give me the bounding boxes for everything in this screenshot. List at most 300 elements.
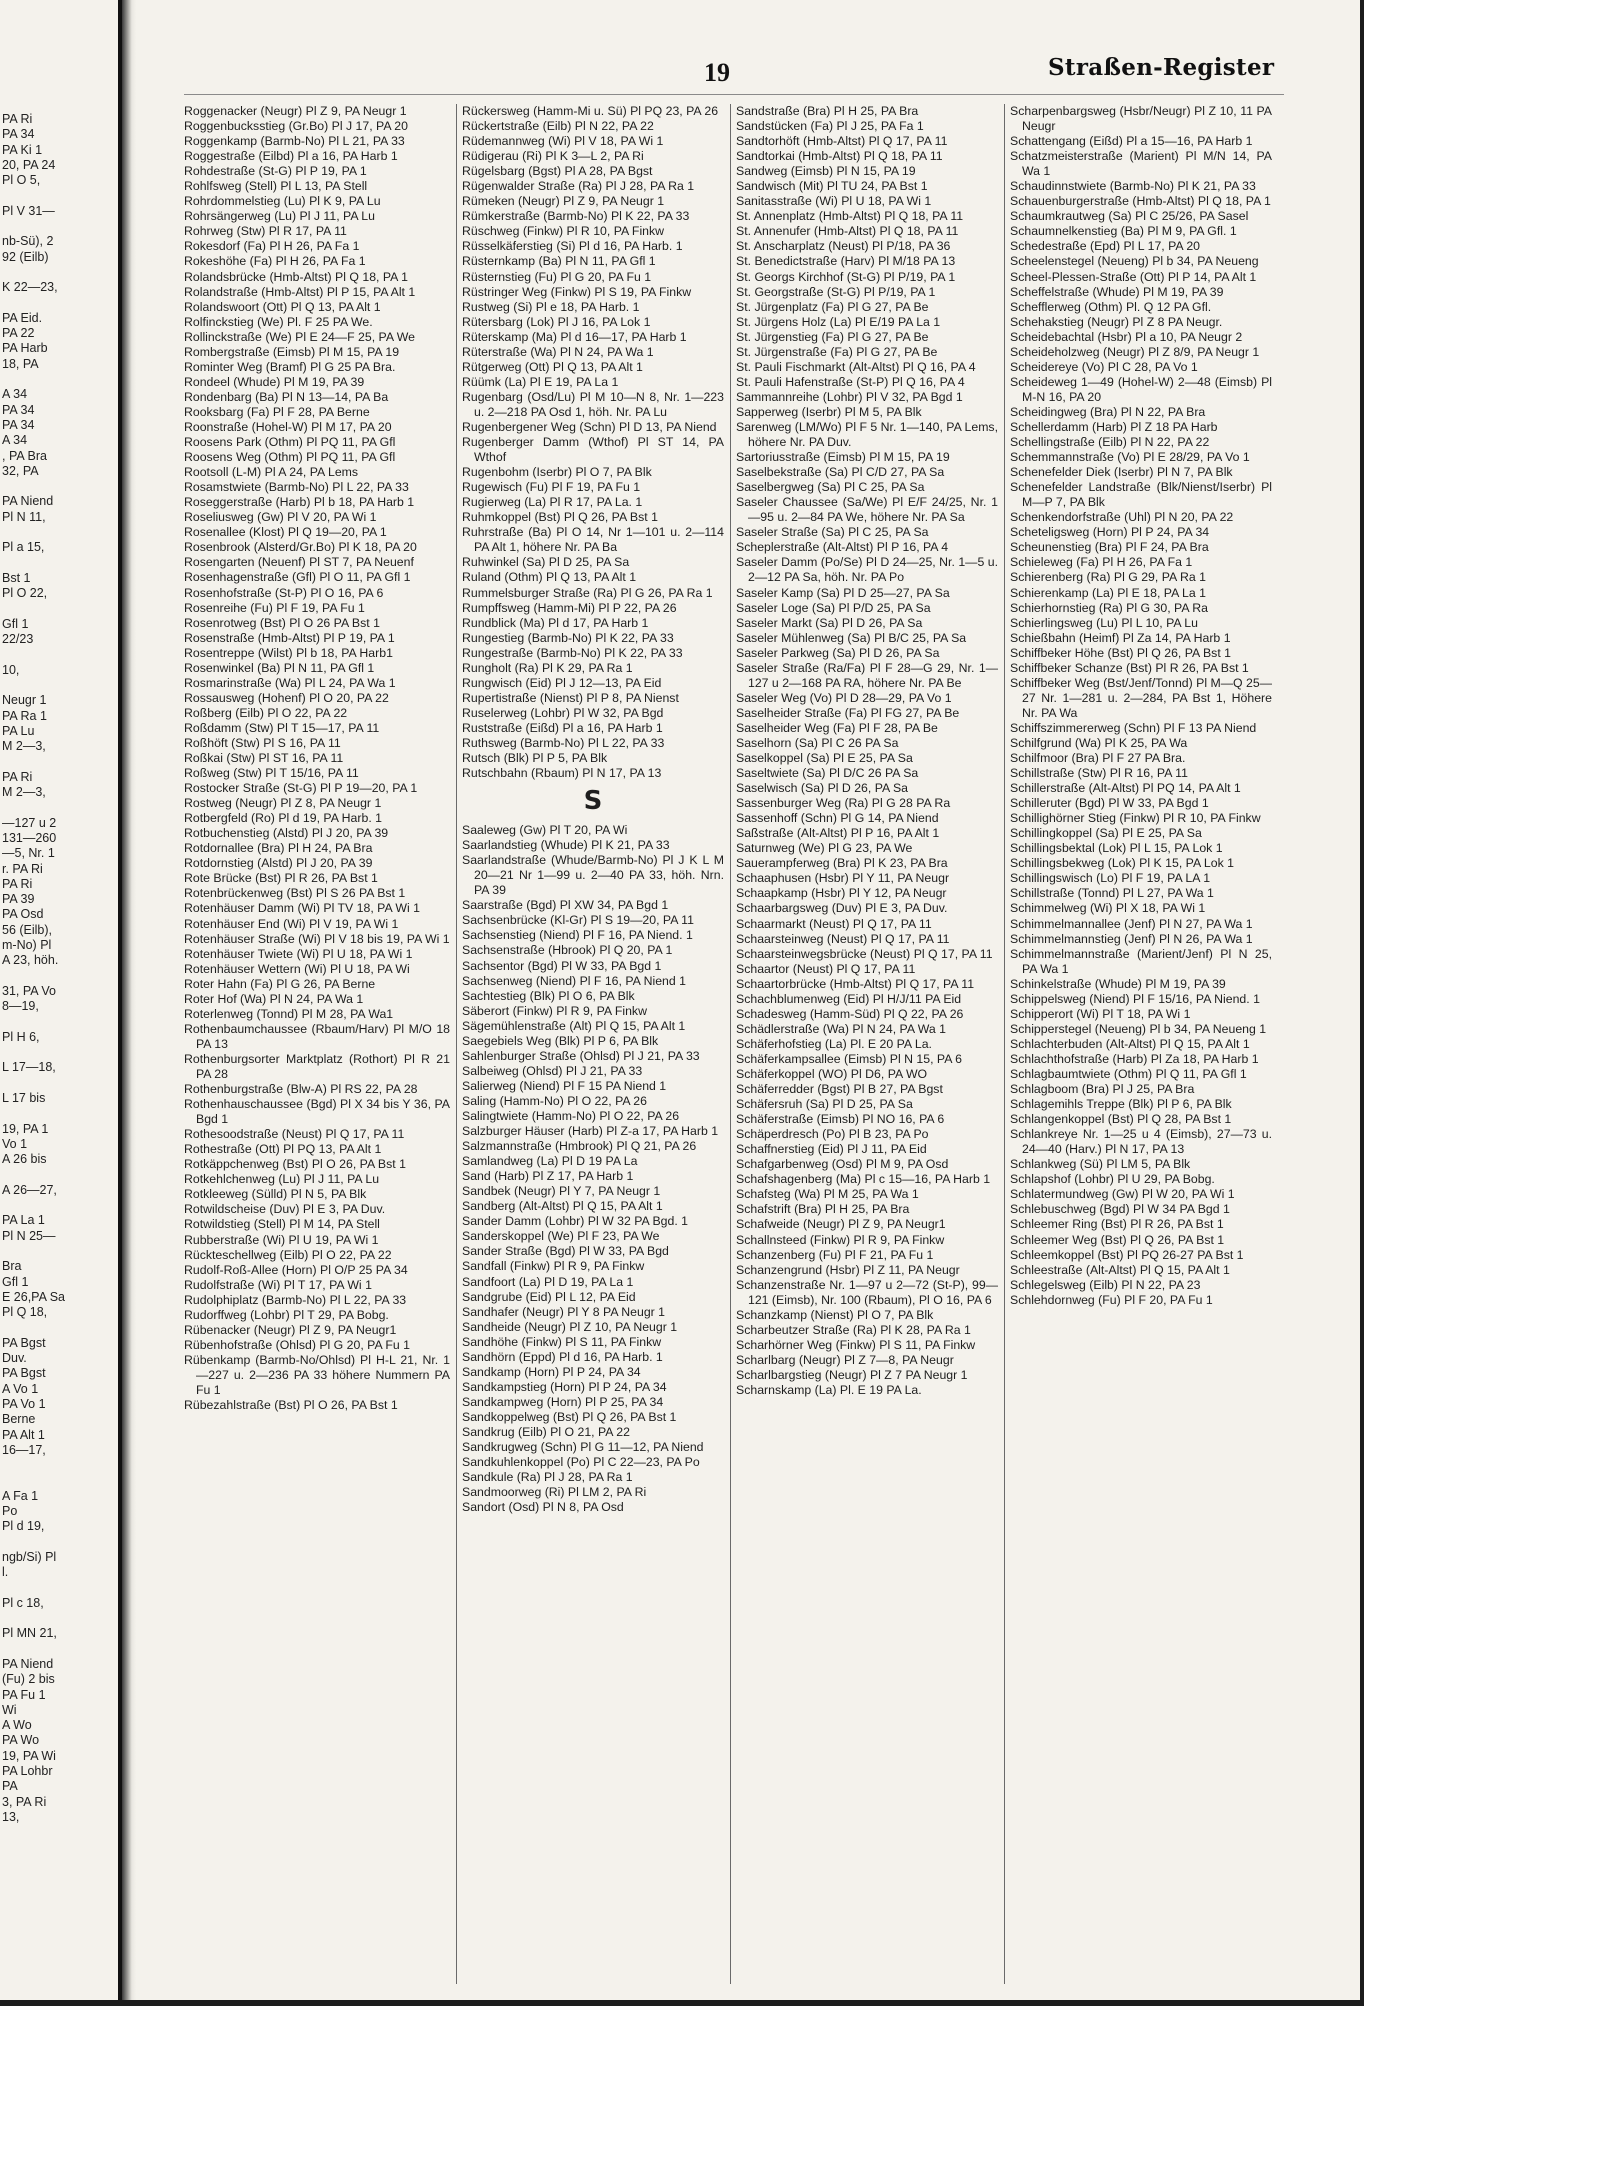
street-entry: Saseler Kamp (Sa) Pl D 25—27, PA Sa bbox=[736, 585, 950, 600]
facing-page-line bbox=[0, 647, 124, 662]
street-entry: Rosenrotweg (Bst) Pl O 26 PA Bst 1 bbox=[184, 615, 380, 630]
street-entry: Schellerdamm (Harb) Pl Z 18 PA Harb bbox=[1010, 419, 1218, 434]
street-entry: Schedestraße (Epd) Pl L 17, PA 20 bbox=[1010, 239, 1201, 254]
street-entry: Sandkoppelweg (Bst) Pl Q 26, PA Bst 1 bbox=[462, 1409, 677, 1424]
facing-page-line bbox=[0, 678, 124, 693]
facing-page-line: PA Osd bbox=[2, 907, 44, 922]
street-entry: Saselheider Weg (Fa) Pl F 28, PA Be bbox=[736, 720, 938, 735]
street-entry: Rungestraße (Barmb-No) Pl K 22, PA 33 bbox=[462, 645, 683, 660]
street-entry: Saselhorn (Sa) Pl C 26 PA Sa bbox=[736, 735, 899, 750]
street-entry: Schäferstraße (Eimsb) Pl NO 16, PA 6 bbox=[736, 1112, 945, 1127]
street-entry: Schillstraße (Tonnd) Pl L 27, PA Wa 1 bbox=[1010, 886, 1214, 901]
street-entry: Schehakstieg (Neugr) Pl Z 8 PA Neugr. bbox=[1010, 314, 1223, 329]
facing-page-line: Pl N 11, bbox=[2, 509, 46, 524]
street-entry: Schadesweg (Hamm-Süd) Pl Q 22, PA 26 bbox=[736, 1006, 964, 1021]
street-entry: Rugenbohm (Iserbr) Pl O 7, PA Blk bbox=[462, 465, 652, 480]
street-entry: Rothenburgstraße (Blw-A) Pl RS 22, PA 28 bbox=[184, 1082, 418, 1097]
facing-page-line bbox=[0, 1535, 124, 1550]
street-entry: Schlebuschweg (Bgd) Pl W 34 PA Bgd 1 bbox=[1010, 1202, 1230, 1217]
street-entry: Roßberg (Eilb) Pl O 22, PA 22 bbox=[184, 705, 348, 720]
facing-page-line: A 23, höh. bbox=[2, 953, 59, 968]
street-entry: St. Pauli Hafenstraße (St-P) Pl Q 16, PA 4 bbox=[736, 374, 965, 389]
street-entry: Rotbergfeld (Ro) Pl d 19, PA Harb. 1 bbox=[184, 811, 382, 826]
street-entry: Rosamstwiete (Barmb-No) Pl L 22, PA 33 bbox=[184, 480, 409, 495]
facing-page-line: PA Niend bbox=[2, 1656, 54, 1671]
street-entry: Rüsselkäferstieg (Si) Pl d 16, PA Harb. 1 bbox=[462, 239, 683, 254]
street-entry: Schlagbaumtwiete (Othm) Pl Q 11, PA Gfl 1 bbox=[1010, 1067, 1247, 1081]
page-number: 19 bbox=[704, 58, 730, 87]
street-entry: Schäferkampsallee (Eimsb) Pl N 15, PA 6 bbox=[736, 1051, 962, 1066]
street-entry: Rootsoll (L-M) Pl A 24, PA Lems bbox=[184, 465, 359, 480]
street-entry: Rüdigerau (Ri) Pl K 3—L 2, PA Ri bbox=[462, 149, 644, 164]
gutter-line bbox=[118, 0, 122, 2006]
street-entry: Rohrweg (Stw) Pl R 17, PA 11 bbox=[184, 224, 347, 239]
street-entry: Rübenkamp (Barmb-No/Ohlsd) Pl H-L 21, Nr. 1—227 u. 2—236 PA 33 höhere Nummern PA Fu 1 bbox=[184, 1352, 450, 1397]
street-entry: Rubberstraße (Wi) Pl U 19, PA Wi 1 bbox=[184, 1232, 379, 1247]
street-entry: Roßweg (Stw) Pl T 15/16, PA 11 bbox=[184, 766, 359, 781]
street-entry: Scheteligsweg (Horn) Pl P 24, PA 34 bbox=[1010, 525, 1210, 540]
facing-page-line: PA Lu bbox=[2, 723, 35, 738]
street-entry: Schaartorbrücke (Hmb-Altst) Pl Q 17, PA 11 bbox=[736, 976, 975, 991]
street-entry: Rugenbergener Weg (Schn) Pl D 13, PA Niend bbox=[462, 419, 717, 434]
facing-page-line bbox=[0, 372, 124, 387]
street-entry: Roseggerstraße (Harb) Pl b 18, PA Harb 1 bbox=[184, 495, 415, 510]
street-entry: Rondeel (Whude) Pl M 19, PA 39 bbox=[184, 374, 365, 389]
street-entry: Rolandswoort (Ott) Pl Q 13, PA Alt 1 bbox=[184, 299, 381, 314]
facing-page-line: PA bbox=[2, 1779, 18, 1794]
street-entry: Ruland (Othm) Pl Q 13, PA Alt 1 bbox=[462, 570, 637, 585]
street-entry: Sanitasstraße (Wi) Pl U 18, PA Wi 1 bbox=[736, 194, 932, 209]
facing-page-line: 32, PA bbox=[2, 463, 39, 478]
street-entry: Rollinckstraße (We) Pl E 24—F 25, PA We bbox=[184, 329, 415, 344]
facing-page-line: PA 34 bbox=[2, 127, 35, 142]
facing-page-line: 10, bbox=[2, 662, 20, 677]
facing-page-line bbox=[0, 1642, 124, 1657]
facing-page-line bbox=[0, 1244, 124, 1259]
street-entry: Schäferkoppel (WO) Pl D6, PA WO bbox=[736, 1067, 928, 1081]
facing-page-line: PA Bgst bbox=[2, 1366, 46, 1381]
street-entry: Schenefelder Landstraße (Blk/Nienst/Iserbr) Pl M—P 7, PA Blk bbox=[1010, 480, 1272, 510]
street-entry: Rüsternstieg (Fu) Pl G 20, PA Fu 1 bbox=[462, 269, 652, 284]
street-entry: Schinkelstraße (Whude) Pl M 19, PA 39 bbox=[1010, 976, 1226, 991]
street-entry: Sandheide (Neugr) Pl Z 10, PA Neugr 1 bbox=[462, 1319, 678, 1334]
facing-page-line: Po bbox=[2, 1504, 18, 1519]
street-entry: Schaumkrautweg (Sa) Pl C 25/26, PA Sasel bbox=[1010, 209, 1249, 224]
street-entry: Rotdornstieg (Alstd) Pl J 20, PA 39 bbox=[184, 856, 373, 871]
street-entry: Scheffelstraße (Whude) Pl M 19, PA 39 bbox=[1010, 284, 1224, 299]
street-entry: Schillingswisch (Lo) Pl F 19, PA LA 1 bbox=[1010, 871, 1211, 886]
street-entry: Scharlbarg (Neugr) Pl Z 7—8, PA Neugr bbox=[736, 1352, 954, 1367]
street-entry: Schenefelder Diek (Iserbr) Pl N 7, PA Blk bbox=[1010, 465, 1233, 480]
street-entry: Roterlenweg (Tonnd) Pl M 28, PA Wa1 bbox=[184, 1006, 394, 1021]
street-entry: Schillingsbekweg (Lok) Pl K 15, PA Lok 1 bbox=[1010, 856, 1234, 871]
street-entry: Roggenacker (Neugr) Pl Z 9, PA Neugr 1 bbox=[184, 104, 407, 118]
street-entry: Rudolfstraße (Wi) Pl T 17, PA Wi 1 bbox=[184, 1277, 372, 1292]
street-entry: Rosenhagenstraße (Gfl) Pl O 11, PA Gfl 1 bbox=[184, 570, 411, 585]
facing-page-line: Vo 1 bbox=[2, 1136, 28, 1151]
facing-page-line: L 17 bis bbox=[2, 1091, 46, 1105]
street-entry: Saselbergweg (Sa) Pl C 25, PA Sa bbox=[736, 480, 925, 495]
street-entry: Schlangenkoppel (Bst) Pl Q 28, PA Bst 1 bbox=[1010, 1112, 1232, 1127]
facing-page-line bbox=[0, 754, 124, 769]
scan-margin bbox=[0, 2006, 1600, 2177]
facing-page-line: ngb/Si) Pl bbox=[2, 1549, 57, 1564]
street-entry: Rominter Weg (Bramf) Pl G 25 PA Bra. bbox=[184, 359, 396, 374]
street-entry: Rüterskamp (Ma) Pl d 16—17, PA Harb 1 bbox=[462, 329, 687, 344]
street-entry: Rückersweg (Hamm-Mi u. Sü) Pl PQ 23, PA 26 bbox=[462, 104, 719, 118]
street-entry: Schafweide (Neugr) Pl Z 9, PA Neugr1 bbox=[736, 1217, 946, 1232]
street-entry: Ruststraße (Eißd) Pl a 16, PA Harb 1 bbox=[462, 720, 663, 735]
street-entry: Rotwildscheise (Duv) Pl E 3, PA Duv. bbox=[184, 1202, 386, 1217]
street-entry: Saßstraße (Alt-Altst) Pl P 16, PA Alt 1 bbox=[736, 826, 940, 841]
facing-page-line: 31, PA Vo bbox=[2, 983, 56, 998]
facing-page-line: Pl MN 21, bbox=[2, 1626, 57, 1641]
street-entry: Schieleweg (Fa) Pl H 26, PA Fa 1 bbox=[1010, 555, 1193, 570]
street-entry: Rohlfsweg (Stell) Pl L 13, PA Stell bbox=[184, 179, 368, 194]
facing-page-line: 131—260 bbox=[2, 830, 57, 845]
street-entry: Salingtwiete (Hamm-No) Pl O 22, PA 26 bbox=[462, 1109, 680, 1123]
facing-page-line: PA Lohbr bbox=[2, 1764, 53, 1779]
street-entry: Sägemühlenstraße (Alt) Pl Q 15, PA Alt 1 bbox=[462, 1018, 686, 1033]
street-entry: Schlankweg (Sü) Pl LM 5, PA Blk bbox=[1010, 1157, 1191, 1172]
street-entry: Roter Hof (Wa) Pl N 24, PA Wa 1 bbox=[184, 991, 364, 1006]
street-entry: Sassenburger Weg (Ra) Pl G 28 PA Ra bbox=[736, 796, 951, 811]
street-entry: Saseler Loge (Sa) Pl P/D 25, PA Sa bbox=[736, 600, 931, 615]
street-entry: Rungestieg (Barmb-No) Pl K 22, PA 33 bbox=[462, 630, 674, 645]
facing-page-line: PA Eid. bbox=[2, 310, 43, 325]
column-rule bbox=[456, 104, 457, 1984]
street-entry: Sandweg (Eimsb) Pl N 15, PA 19 bbox=[736, 164, 916, 179]
street-entry: Säberort (Finkw) Pl R 9, PA Finkw bbox=[462, 1003, 647, 1018]
street-entry: Schanzkamp (Nienst) Pl O 7, PA Blk bbox=[736, 1307, 934, 1322]
street-entry: Sachsenstraße (Hbrook) Pl Q 20, PA 1 bbox=[462, 943, 673, 958]
street-entry: Schäfersruh (Sa) Pl D 25, PA Sa bbox=[736, 1097, 913, 1112]
street-entry: St. Jürgens Holz (La) Pl E/19 PA La 1 bbox=[736, 314, 941, 329]
facing-page-line: A 26—27, bbox=[2, 1182, 57, 1197]
street-entry: Rüschweg (Finkw) Pl R 10, PA Finkw bbox=[462, 224, 665, 239]
street-entry: Schaudinnstwiete (Barmb-No) Pl K 21, PA 33 bbox=[1010, 179, 1256, 194]
street-entry: Rüterstraße (Wa) Pl N 24, PA Wa 1 bbox=[462, 344, 654, 359]
street-entry: Rückteschellweg (Eilb) Pl O 22, PA 22 bbox=[184, 1247, 392, 1262]
street-entry: Schimmelmannstraße (Marient/Jenf) Pl N 25, PA Wa 1 bbox=[1010, 946, 1272, 976]
street-entry: Sahlenburger Straße (Ohlsd) Pl J 21, PA 33 bbox=[462, 1048, 700, 1063]
facing-page-line: Bst 1 bbox=[2, 570, 31, 585]
street-entry: Rotenhäuser Straße (Wi) Pl V 18 bis 19, PA Wi 1 bbox=[184, 931, 450, 946]
facing-page-line: nb-Sü), 2 bbox=[2, 234, 54, 249]
street-entry: Rotdornallee (Bra) Pl H 24, PA Bra bbox=[184, 841, 373, 856]
street-entry: Rugewisch (Fu) Pl F 19, PA Fu 1 bbox=[462, 480, 641, 495]
facing-page-line: (Fu) 2 bis bbox=[2, 1672, 55, 1687]
facing-page-line bbox=[0, 1473, 124, 1488]
street-entry: Rustweg (Si) Pl e 18, PA Harb. 1 bbox=[462, 299, 640, 314]
facing-page-line: Neugr 1 bbox=[2, 693, 47, 708]
street-entry: Schefflerweg (Othm) Pl. Q 12 PA Gfl. bbox=[1010, 299, 1212, 314]
street-entry: Sandwisch (Mit) Pl TU 24, PA Bst 1 bbox=[736, 179, 928, 194]
section-letter: S bbox=[583, 786, 603, 817]
street-entry: Sandfall (Finkw) Pl R 9, PA Finkw bbox=[462, 1259, 645, 1274]
facing-page-line: PA Ra 1 bbox=[2, 708, 47, 723]
street-entry: Scheideholzweg (Neugr) Pl Z 8/9, PA Neugr 1 bbox=[1010, 344, 1260, 359]
street-entry: Sandort (Osd) Pl N 8, PA Osd bbox=[462, 1500, 624, 1515]
street-entry: Rosenhofstraße (St-P) Pl O 16, PA 6 bbox=[184, 585, 384, 600]
street-entry: St. Jürgenstraße (Fa) Pl G 27, PA Be bbox=[736, 344, 938, 359]
facing-page-line: 3, PA Ri bbox=[2, 1794, 47, 1809]
street-entry: Schaarsteinwegsbrücke (Neust) Pl Q 17, PA 11 bbox=[736, 946, 993, 961]
street-entry: Schlagboom (Bra) Pl J 25, PA Bra bbox=[1010, 1082, 1195, 1097]
street-entry: Schlegelsweg (Eilb) Pl N 22, PA 23 bbox=[1010, 1277, 1201, 1292]
facing-page-line: PA 34 bbox=[2, 402, 35, 417]
street-entry: St. Pauli Fischmarkt (Alt-Altst) Pl Q 16, PA 4 bbox=[736, 359, 976, 374]
street-entry: Rütersbarg (Lok) Pl J 16, PA Lok 1 bbox=[462, 314, 651, 329]
street-entry: Schauenburgerstraße (Hmb-Altst) Pl Q 18, PA 1 bbox=[1010, 194, 1271, 209]
street-entry: Sachsenweg (Niend) Pl F 16, PA Niend 1 bbox=[462, 973, 686, 988]
facing-page-line: 56 (Eilb), bbox=[2, 922, 53, 937]
street-entry: Schimmelmannstieg (Jenf) Pl N 26, PA Wa 1 bbox=[1010, 931, 1253, 946]
street-entry: Saselheider Straße (Fa) Pl FG 27, PA Be bbox=[736, 705, 960, 720]
facing-page-line: Pl H 6, bbox=[2, 1029, 40, 1044]
facing-page-line bbox=[0, 1167, 124, 1182]
street-entry: Rolfinckstieg (We) Pl. F 25 PA We. bbox=[184, 314, 373, 329]
facing-page-line bbox=[0, 296, 124, 311]
street-entry: Schädlerstraße (Wa) Pl N 24, PA Wa 1 bbox=[736, 1021, 947, 1036]
facing-page-line bbox=[0, 969, 124, 984]
street-entry: Scheunenstieg (Bra) Pl F 24, PA Bra bbox=[1010, 540, 1209, 555]
street-entry: Salzburger Häuser (Harb) Pl Z-a 17, PA Harb 1 bbox=[462, 1124, 719, 1139]
street-entry: Schimmelmannallee (Jenf) Pl N 27, PA Wa 1 bbox=[1010, 916, 1253, 931]
facing-page-line: 19, PA Wi bbox=[2, 1748, 56, 1763]
facing-page-line: 18, PA bbox=[2, 356, 39, 371]
street-entry: Schaarmarkt (Neust) Pl Q 17, PA 11 bbox=[736, 916, 932, 931]
facing-page-line bbox=[0, 1106, 124, 1121]
street-entry: Rotenhäuser Wettern (Wi) Pl U 18, PA Wi bbox=[184, 961, 410, 976]
street-entry: Schaaphusen (Hsbr) Pl Y 11, PA Neugr bbox=[736, 871, 950, 886]
street-entry: Schierenberg (Ra) Pl G 29, PA Ra 1 bbox=[1010, 570, 1206, 585]
street-entry: Sandhafer (Neugr) Pl Y 8 PA Neugr 1 bbox=[462, 1304, 666, 1319]
street-entry: Rothestraße (Ott) Pl PQ 13, PA Alt 1 bbox=[184, 1142, 382, 1157]
facing-page-line: Pl N 25— bbox=[2, 1228, 56, 1243]
facing-page-line: A 26 bis bbox=[2, 1152, 47, 1167]
facing-page-line: Pl V 31— bbox=[2, 203, 55, 218]
street-entry: Sandhöhe (Finkw) Pl S 11, PA Finkw bbox=[462, 1334, 662, 1349]
street-entry: Schäferhofstieg (La) Pl. E 20 PA La. bbox=[736, 1036, 932, 1051]
register-column-2 bbox=[462, 104, 724, 1984]
street-entry: Sandkampstieg (Horn) Pl P 24, PA 34 bbox=[462, 1379, 667, 1394]
street-entry: Rosenallee (Klost) Pl Q 19—20, PA 1 bbox=[184, 525, 387, 540]
gutter-shadow bbox=[122, 0, 136, 2006]
street-entry: Schaffnerstieg (Eid) Pl J 11, PA Eid bbox=[736, 1142, 927, 1157]
facing-page-line: PA Bgst bbox=[2, 1335, 46, 1350]
facing-page-line bbox=[0, 1581, 124, 1596]
street-entry: Sandmoorweg (Ri) Pl LM 2, PA Ri bbox=[462, 1485, 647, 1500]
street-entry: Rumpffsweg (Hamm-Mi) Pl P 22, PA 26 bbox=[462, 600, 677, 615]
street-entry: Roggenkamp (Barmb-No) Pl L 21, PA 33 bbox=[184, 134, 405, 149]
facing-page-line bbox=[0, 219, 124, 234]
street-entry: Rübenacker (Neugr) Pl Z 9, PA Neugr1 bbox=[184, 1322, 397, 1337]
street-entry: Schäperdresch (Po) Pl B 23, PA Po bbox=[736, 1127, 929, 1142]
street-entry: Saseler Mühlenweg (Sa) Pl B/C 25, PA Sa bbox=[736, 630, 967, 645]
street-entry: Schachblumenweg (Eid) Pl H/J/11 PA Eid bbox=[736, 991, 962, 1006]
street-entry: Schlatermundweg (Gw) Pl W 20, PA Wi 1 bbox=[1010, 1187, 1235, 1202]
facing-page-line bbox=[0, 525, 124, 540]
street-entry: Schäferredder (Bgst) Pl B 27, PA Bgst bbox=[736, 1082, 943, 1097]
street-entry: Schimmelweg (Wi) Pl X 18, PA Wi 1 bbox=[1010, 901, 1206, 916]
street-entry: Scharlbargstieg (Neugr) Pl Z 7 PA Neugr 1 bbox=[736, 1367, 968, 1382]
street-entry: Schaarsteinweg (Neust) Pl Q 17, PA 11 bbox=[736, 931, 950, 946]
street-entry: Rombergstraße (Eimsb) Pl M 15, PA 19 bbox=[184, 344, 400, 359]
street-entry: Rokeshöhe (Fa) Pl H 26, PA Fa 1 bbox=[184, 254, 366, 269]
street-entry: Rugierweg (La) Pl R 17, PA La. 1 bbox=[462, 495, 643, 510]
street-entry: Schleemer Ring (Bst) Pl R 26, PA Bst 1 bbox=[1010, 1217, 1224, 1232]
facing-page-line: PA Ri bbox=[2, 876, 33, 891]
street-entry: Rutsch (Blk) Pl P 5, PA Blk bbox=[462, 751, 608, 766]
street-entry: Rotwildstieg (Stell) Pl M 14, PA Stell bbox=[184, 1217, 380, 1232]
street-entry: Sandgrube (Eid) Pl L 12, PA Eid bbox=[462, 1289, 636, 1304]
street-entry: Schaapkamp (Hsbr) Pl Y 12, PA Neugr bbox=[736, 886, 947, 901]
street-entry: Salzmannstraße (Hmbrook) Pl Q 21, PA 26 bbox=[462, 1139, 697, 1154]
street-entry: Roßhöft (Stw) Pl S 16, PA 11 bbox=[184, 735, 341, 750]
facing-page-line: 22/23 bbox=[2, 632, 34, 647]
street-entry: Roseliusweg (Gw) Pl V 20, PA Wi 1 bbox=[184, 510, 377, 525]
facing-page-text bbox=[0, 0, 124, 1825]
facing-page-line: PA Fu 1 bbox=[2, 1687, 46, 1702]
street-entry: Rotenhäuser Damm (Wi) Pl TV 18, PA Wi 1 bbox=[184, 901, 420, 916]
street-entry: Rotkäppchenweg (Bst) Pl O 26, PA Bst 1 bbox=[184, 1157, 406, 1172]
street-entry: Rotenhäuser End (Wi) Pl V 19, PA Wi 1 bbox=[184, 916, 399, 931]
running-title: Straßen-Register bbox=[1048, 54, 1275, 81]
street-entry: Schillighörner Stieg (Finkw) Pl R 10, PA Finkw bbox=[1010, 811, 1261, 826]
street-entry: Rosentreppe (Wilst) Pl b 18, PA Harb1 bbox=[184, 645, 393, 660]
street-entry: Schanzengrund (Hsbr) Pl Z 11, PA Neugr bbox=[736, 1262, 960, 1277]
street-entry: Schießbahn (Heimf) Pl Za 14, PA Harb 1 bbox=[1010, 630, 1231, 645]
street-entry: Rolandstraße (Hmb-Altst) Pl P 15, PA Alt 1 bbox=[184, 284, 416, 299]
street-entry: Schiffbeker Schanze (Bst) Pl R 26, PA Bst 1 bbox=[1010, 660, 1249, 675]
facing-page-line: PA 34 bbox=[2, 417, 35, 432]
street-entry: Schafstrift (Bra) Pl H 25, PA Bra bbox=[736, 1202, 910, 1217]
street-entry: Schillingkoppel (Sa) Pl E 25, PA Sa bbox=[1010, 826, 1202, 841]
street-entry: St. Jürgenstieg (Fa) Pl G 27, PA Be bbox=[736, 329, 929, 344]
facing-page-line: A Wo bbox=[2, 1718, 32, 1733]
street-entry: Schierhornstieg (Ra) Pl G 30, PA Ra bbox=[1010, 600, 1208, 615]
street-entry: Roter Hahn (Fa) Pl G 26, PA Berne bbox=[184, 976, 376, 991]
street-entry: Rüsternkamp (Ba) Pl N 11, PA Gfl 1 bbox=[462, 254, 656, 269]
street-entry: Rüümk (La) Pl E 19, PA La 1 bbox=[462, 374, 619, 389]
street-entry: Scheelenstegel (Neueng) Pl b 34, PA Neueng bbox=[1010, 254, 1259, 269]
facing-page-line: A Vo 1 bbox=[2, 1381, 39, 1396]
street-entry: Sandkamp (Horn) Pl P 24, PA 34 bbox=[462, 1364, 641, 1379]
street-entry: Saseltwiete (Sa) Pl D/C 26 PA Sa bbox=[736, 766, 919, 781]
street-entry: Schilfmoor (Bra) Pl F 27 PA Bra. bbox=[1010, 751, 1186, 766]
street-entry: Rudolf-Roß-Allee (Horn) Pl O/P 25 PA 34 bbox=[184, 1262, 408, 1277]
street-entry: Scharpenbargsweg (Hsbr/Neugr) Pl Z 10, 11 PA Neugr bbox=[1010, 104, 1272, 134]
column-rule bbox=[1004, 104, 1005, 1984]
street-entry: Rudolphiplatz (Barmb-No) Pl L 22, PA 33 bbox=[184, 1292, 407, 1307]
street-entry: Sandkuhlenkoppel (Po) Pl C 22—23, PA Po bbox=[462, 1455, 700, 1470]
street-entry: Sanderskoppel (We) Pl F 23, PA We bbox=[462, 1229, 660, 1244]
street-entry: Rostweg (Neugr) Pl Z 8, PA Neugr 1 bbox=[184, 796, 382, 811]
street-entry: Rohrsängerweg (Lu) Pl J 11, PA Lu bbox=[184, 209, 375, 224]
street-entry: Rothenhauschaussee (Bgd) Pl X 34 bis Y 36, PA Bgd 1 bbox=[184, 1097, 450, 1127]
facing-page-line: Gfl 1 bbox=[2, 616, 29, 631]
street-entry: Rupertistraße (Nienst) Pl P 8, PA Nienst bbox=[462, 690, 679, 705]
street-entry: Rooksbarg (Fa) Pl F 28, PA Berne bbox=[184, 404, 370, 419]
facing-page-line bbox=[0, 265, 124, 280]
street-entry: Rosenreihe (Fu) Pl F 19, PA Fu 1 bbox=[184, 600, 365, 615]
street-entry: Saaleweg (Gw) Pl T 20, PA Wi bbox=[462, 823, 628, 838]
facing-page-line: K 22—23, bbox=[2, 280, 58, 295]
street-entry: Rothenbaumchaussee (Rbaum/Harv) Pl M/O 18 PA 13 bbox=[184, 1021, 450, 1051]
street-entry: Schlachthofstraße (Harb) Pl Za 18, PA Harb 1 bbox=[1010, 1051, 1259, 1066]
street-entry: Saselwisch (Sa) Pl D 26, PA Sa bbox=[736, 781, 908, 796]
facing-page-line: L 17—18, bbox=[2, 1060, 56, 1075]
street-entry: Rütgerweg (Ott) Pl Q 13, PA Alt 1 bbox=[462, 359, 643, 374]
facing-page-line: PA 22 bbox=[2, 326, 35, 341]
street-entry: Schaarbargsweg (Duv) Pl E 3, PA Duv. bbox=[736, 901, 948, 916]
street-entry: Sand (Harb) Pl Z 17, PA Harb 1 bbox=[462, 1169, 634, 1184]
street-entry: Rübezahlstraße (Bst) Pl O 26, PA Bst 1 bbox=[184, 1398, 398, 1413]
street-entry: Rokesdorf (Fa) Pl H 26, PA Fa 1 bbox=[184, 239, 360, 254]
street-entry: Salbeiweg (Ohlsd) Pl J 21, PA 33 bbox=[462, 1063, 643, 1078]
street-entry: Rotenbrückenweg (Bst) Pl S 26 PA Bst 1 bbox=[184, 886, 406, 901]
facing-page-line: PA 39 bbox=[2, 892, 35, 907]
street-entry: Schilleruter (Bgd) Pl W 33, PA Bgd 1 bbox=[1010, 796, 1209, 811]
street-entry: Saseler Straße (Sa) Pl C 25, PA Sa bbox=[736, 525, 929, 540]
street-entry: Rugenbarg (Osd/Lu) Pl M 10—N 8, Nr. 1—223 u. 2—218 PA Osd 1, höh. Nr. PA Lu bbox=[462, 389, 724, 419]
street-entry: Schleestraße (Alt-Altst) Pl Q 15, PA Alt 1 bbox=[1010, 1262, 1230, 1277]
facing-page-line: Pl O 5, bbox=[2, 173, 41, 188]
street-entry: Saegebiels Weg (Blk) Pl P 6, PA Blk bbox=[462, 1033, 659, 1048]
street-entry: Salierweg (Niend) Pl F 15 PA Niend 1 bbox=[462, 1078, 667, 1093]
facing-page-line: M 2—3, bbox=[2, 785, 46, 800]
street-entry: Roosens Park (Othm) Pl PQ 11, PA Gfl bbox=[184, 435, 396, 450]
street-entry: Schafsteg (Wa) Pl M 25, PA Wa 1 bbox=[736, 1187, 919, 1202]
street-entry: Saseler Markt (Sa) Pl D 26, PA Sa bbox=[736, 615, 923, 630]
street-entry: Schafshagenberg (Ma) Pl c 15—16, PA Harb 1 bbox=[736, 1172, 991, 1187]
street-entry: Sandtorhöft (Hmb-Altst) Pl Q 17, PA 11 bbox=[736, 134, 948, 149]
facing-page-line: 92 (Eilb) bbox=[2, 249, 49, 264]
street-entry: Rotkehlchenweg (Lu) Pl J 11, PA Lu bbox=[184, 1172, 380, 1187]
street-entry: St. Georgstraße (St-G) Pl P/19, PA 1 bbox=[736, 284, 936, 299]
street-entry: Schafgarbenweg (Osd) Pl M 9, PA Osd bbox=[736, 1157, 949, 1172]
register-column-1 bbox=[184, 104, 450, 1984]
street-entry: Roggestraße (Eilbd) Pl a 16, PA Harb 1 bbox=[184, 149, 398, 164]
street-entry: Sandkrug (Eilb) Pl O 21, PA 22 bbox=[462, 1424, 630, 1439]
facing-page-line: PA Vo 1 bbox=[2, 1396, 46, 1411]
street-entry: Rohdestraße (St-G) Pl P 19, PA 1 bbox=[184, 164, 367, 179]
street-entry: Rosenstraße (Hmb-Altst) Pl P 19, PA 1 bbox=[184, 630, 395, 645]
street-entry: Sander Damm (Lohbr) Pl W 32 PA Bgd. 1 bbox=[462, 1214, 688, 1229]
street-entry: Sachtestieg (Blk) Pl O 6, PA Blk bbox=[462, 988, 635, 1003]
street-entry: Rotenhäuser Twiete (Wi) Pl U 18, PA Wi 1 bbox=[184, 946, 413, 961]
street-entry: Rutschbahn (Rbaum) Pl N 17, PA 13 bbox=[462, 766, 662, 781]
street-entry: Rossausweg (Hohenf) Pl O 20, PA 22 bbox=[184, 690, 389, 705]
street-entry: Sandkampweg (Horn) Pl P 25, PA 34 bbox=[462, 1394, 664, 1409]
street-entry: Schanzenberg (Fu) Pl F 21, PA Fu 1 bbox=[736, 1247, 934, 1262]
street-entry: Sandkule (Ra) Pl J 28, PA Ra 1 bbox=[462, 1470, 633, 1485]
street-entry: Sandbek (Neugr) Pl Y 7, PA Neugr 1 bbox=[462, 1184, 661, 1199]
street-entry: Rüstringer Weg (Finkw) Pl S 19, PA Finkw bbox=[462, 284, 692, 299]
street-entry: Rosmarinstraße (Wa) Pl L 24, PA Wa 1 bbox=[184, 675, 396, 690]
street-entry: Scheidereye (Vo) Pl C 28, PA Vo 1 bbox=[1010, 359, 1198, 374]
street-entry: Schierlingsweg (Lu) Pl L 10, PA Lu bbox=[1010, 615, 1198, 630]
street-entry: Rummelsburger Straße (Ra) Pl G 26, PA Ra 1 bbox=[462, 585, 713, 600]
facing-page-line: 8—19, bbox=[2, 999, 39, 1014]
page-edge bbox=[1360, 0, 1364, 2006]
street-entry: Scheplerstraße (Alt-Altst) Pl P 16, PA 4 bbox=[736, 540, 949, 555]
facing-page-line: r. PA Ri bbox=[2, 861, 43, 876]
street-entry: Schilfgrund (Wa) Pl K 25, PA Wa bbox=[1010, 735, 1188, 750]
street-entry: Rüdemannweg (Wi) Pl V 18, PA Wi 1 bbox=[462, 134, 664, 149]
facing-page-line bbox=[0, 479, 124, 494]
